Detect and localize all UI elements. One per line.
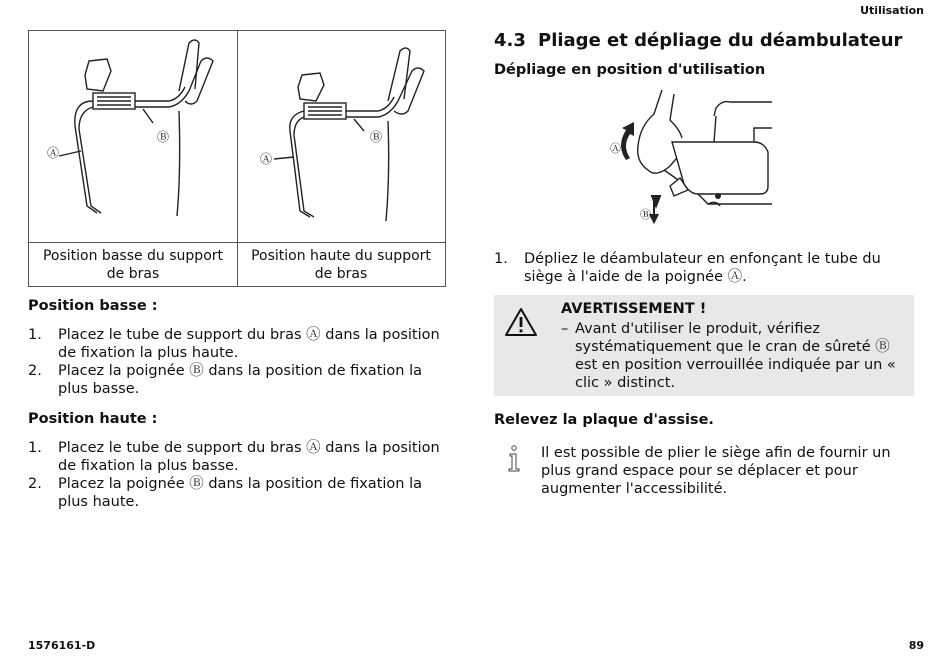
warning-text xyxy=(561,320,906,392)
running-header: Utilisation xyxy=(860,4,924,17)
marker-b-label: Ⓑ xyxy=(157,130,170,144)
list-item: 2. Placez la poignée Ⓑ dans la position de fixation la plus basse. xyxy=(28,363,422,397)
unfold-subheading: Dépliage en position d'utilisation xyxy=(494,62,766,78)
unfold-steps xyxy=(494,250,914,286)
low-position-heading: Position basse : xyxy=(28,298,158,314)
warning-title: AVERTISSEMENT ! xyxy=(561,301,707,317)
raise-seat-heading: Relevez la plaque d'assise. xyxy=(494,412,714,428)
high-position-heading: Position haute : xyxy=(28,411,158,427)
marker-a-label: Ⓐ xyxy=(610,142,621,155)
marker-b-label: Ⓑ xyxy=(370,130,383,144)
list-item: 1. Dépliez le déambulateur en enfonçant le tube du siège à l'aide de la poignée Ⓐ. xyxy=(494,251,881,285)
caption-low-position: Position basse du support de bras xyxy=(42,248,224,282)
caption-high-position: Position haute du support de bras xyxy=(251,248,431,282)
marker-b-label: Ⓑ xyxy=(640,208,651,221)
info-note-text: Il est possible de plier le siège afin de fournir un plus grand espace pour se déplacer et pour augmenter l'accessibilité. xyxy=(541,445,891,497)
marker-a-label: Ⓐ xyxy=(260,152,273,166)
warning-triangle-icon xyxy=(504,307,538,337)
high-position-steps xyxy=(28,439,446,511)
list-item: 1. Placez le tube de support du bras Ⓐ dans la position de fixation la plus haute. xyxy=(28,327,440,361)
unfold-illustration xyxy=(604,86,776,226)
list-item: 1. Placez le tube de support du bras Ⓐ dans la position de fixation la plus basse. xyxy=(28,440,440,474)
page-number: 89 xyxy=(908,639,924,652)
table-divider-horizontal xyxy=(29,242,445,243)
section-number: 4.3 xyxy=(494,30,526,51)
info-icon xyxy=(506,445,522,473)
document-number: 1576161-D xyxy=(28,639,96,652)
section-title xyxy=(494,30,902,51)
warning-body: Avant d'utiliser le produit, vérifiez systématiquement que le cran de sûreté Ⓑ est en position verrouillée indiquée par un « clic » distinct. xyxy=(575,321,896,391)
low-position-steps xyxy=(28,326,446,398)
section-title-text: Pliage et dépliage du déambulateur xyxy=(538,30,903,51)
warning-box xyxy=(494,295,914,396)
warning-dash: – xyxy=(561,321,569,337)
armrest-figure-table xyxy=(28,30,446,287)
list-item: 2. Placez la poignée Ⓑ dans la position de fixation la plus haute. xyxy=(28,476,422,510)
armrest-high-illustration xyxy=(238,31,446,241)
marker-a-label: Ⓐ xyxy=(47,146,60,160)
armrest-low-illustration xyxy=(29,31,237,241)
